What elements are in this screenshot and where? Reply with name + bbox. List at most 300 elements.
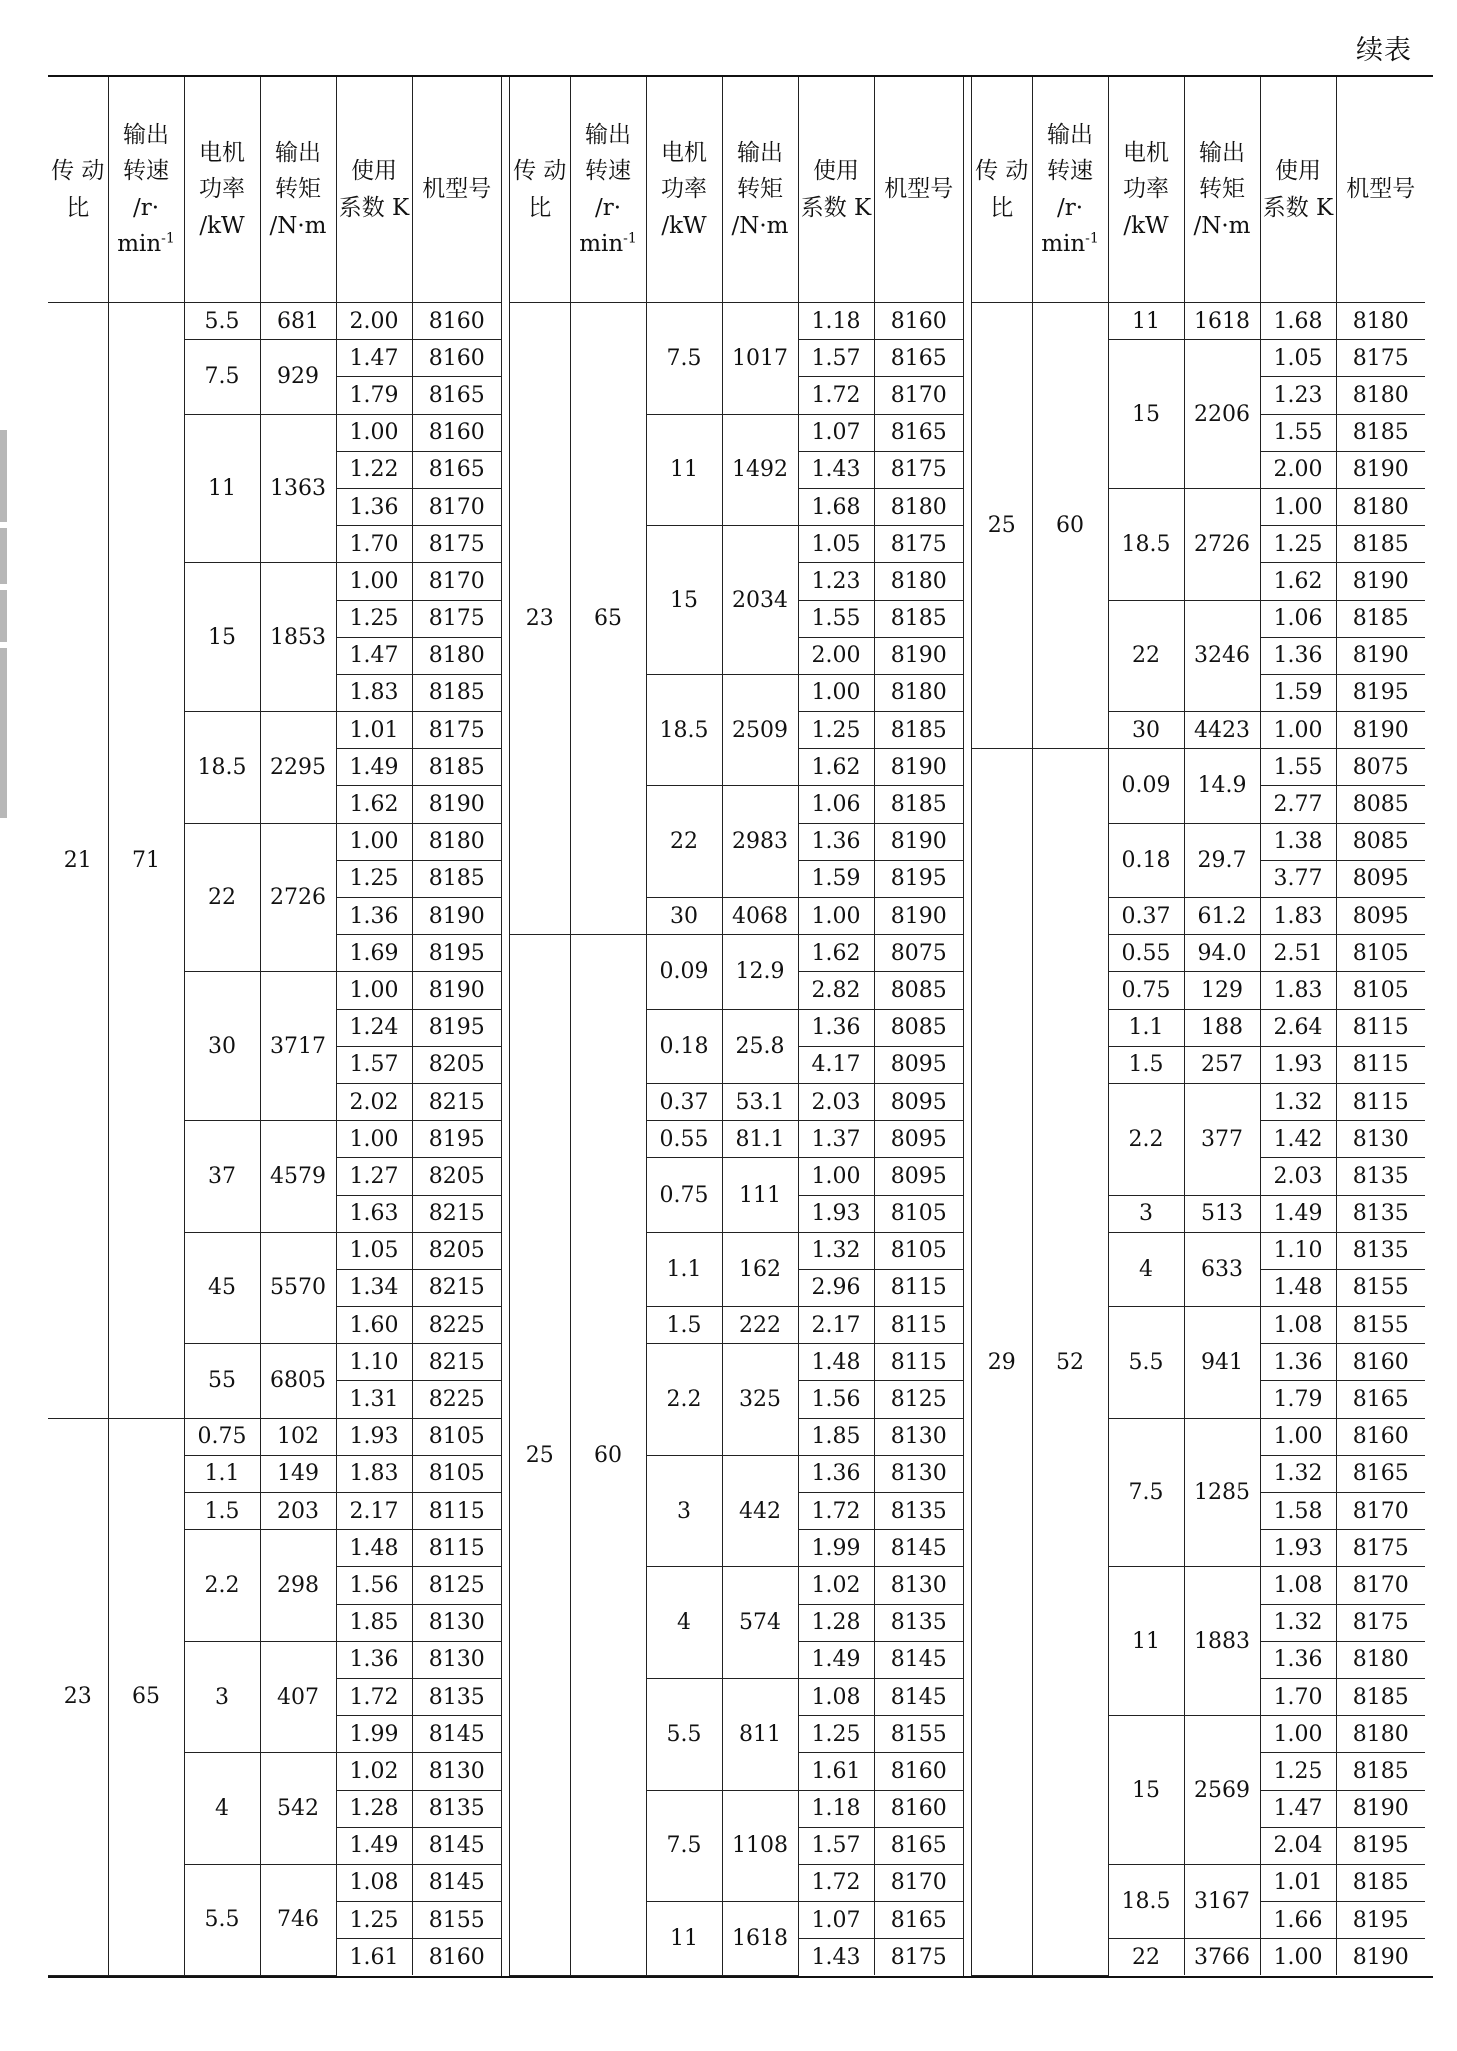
output-speed-cell: 65	[108, 1418, 184, 1975]
panel-divider	[501, 77, 510, 1976]
service-factor-cell: 1.00	[1260, 712, 1336, 749]
header-motor-power: 电机 功率 /kW	[184, 77, 260, 303]
header-model-number: 机型号	[412, 77, 501, 303]
motor-power-cell: 0.18	[646, 1009, 722, 1083]
service-factor-cell: 1.08	[336, 1864, 412, 1901]
output-torque-cell: 5570	[260, 1232, 336, 1344]
service-factor-cell: 1.05	[798, 526, 874, 563]
transmission-ratio-cell: 23	[510, 303, 570, 935]
output-speed-cell: 60	[570, 935, 646, 1976]
service-factor-cell: 1.72	[798, 377, 874, 414]
motor-power-cell: 4	[646, 1567, 722, 1679]
service-factor-cell: 1.49	[336, 749, 412, 786]
service-factor-cell: 1.83	[336, 674, 412, 711]
service-factor-cell: 1.36	[1260, 1344, 1336, 1381]
model-number-cell: 8160	[412, 414, 501, 451]
model-number-cell: 8175	[1336, 1530, 1425, 1567]
service-factor-cell: 1.62	[798, 749, 874, 786]
model-number-cell: 8190	[412, 972, 501, 1009]
model-number-cell: 8115	[1336, 1083, 1425, 1120]
model-number-cell: 8215	[412, 1269, 501, 1306]
output-torque-cell: 4579	[260, 1121, 336, 1233]
model-number-cell: 8145	[874, 1678, 963, 1715]
model-number-cell: 8185	[412, 674, 501, 711]
model-number-cell: 8155	[874, 1716, 963, 1753]
model-number-cell: 8190	[1336, 637, 1425, 674]
service-factor-cell: 2.96	[798, 1269, 874, 1306]
service-factor-cell: 1.02	[798, 1567, 874, 1604]
motor-power-cell: 30	[646, 898, 722, 935]
model-number-cell: 8190	[412, 786, 501, 823]
motor-power-cell: 22	[1108, 600, 1184, 712]
service-factor-cell: 1.06	[1260, 600, 1336, 637]
model-number-cell: 8155	[412, 1902, 501, 1939]
output-torque-cell: 442	[722, 1455, 798, 1567]
service-factor-cell: 1.79	[1260, 1381, 1336, 1418]
motor-power-cell: 7.5	[646, 303, 722, 415]
service-factor-cell: 1.85	[336, 1604, 412, 1641]
service-factor-cell: 1.25	[336, 600, 412, 637]
service-factor-cell: 1.57	[336, 1046, 412, 1083]
motor-power-cell: 0.37	[646, 1083, 722, 1120]
header-transmission-ratio: 传 动 比	[972, 77, 1032, 303]
service-factor-cell: 1.57	[798, 1827, 874, 1864]
model-number-cell: 8175	[1336, 340, 1425, 377]
output-torque-cell: 14.9	[1184, 749, 1260, 823]
service-factor-cell: 1.00	[336, 563, 412, 600]
service-factor-cell: 1.36	[336, 488, 412, 525]
output-torque-cell: 4423	[1184, 712, 1260, 749]
header-row	[972, 77, 1425, 303]
output-torque-cell: 53.1	[722, 1083, 798, 1120]
service-factor-cell: 1.83	[336, 1455, 412, 1492]
header-model-number: 机型号	[1336, 77, 1425, 303]
service-factor-cell: 2.77	[1260, 786, 1336, 823]
motor-power-cell: 5.5	[184, 303, 260, 340]
model-number-cell: 8185	[874, 712, 963, 749]
header-row	[510, 77, 963, 303]
model-number-cell: 8155	[1336, 1269, 1425, 1306]
model-number-cell: 8175	[874, 451, 963, 488]
service-factor-cell: 1.10	[336, 1344, 412, 1381]
service-factor-cell: 1.68	[1260, 303, 1336, 340]
model-number-cell: 8105	[1336, 935, 1425, 972]
service-factor-cell: 1.00	[336, 823, 412, 860]
service-factor-cell: 1.00	[1260, 1418, 1336, 1455]
model-number-cell: 8075	[874, 935, 963, 972]
service-factor-cell: 1.00	[798, 898, 874, 935]
model-number-cell: 8130	[874, 1418, 963, 1455]
model-number-cell: 8125	[874, 1381, 963, 1418]
output-torque-cell: 129	[1184, 972, 1260, 1009]
model-number-cell: 8085	[1336, 823, 1425, 860]
output-torque-cell: 94.0	[1184, 935, 1260, 972]
model-number-cell: 8185	[1336, 1864, 1425, 1901]
model-number-cell: 8165	[1336, 1455, 1425, 1492]
motor-power-cell: 45	[184, 1232, 260, 1344]
service-factor-cell: 1.36	[336, 1641, 412, 1678]
output-torque-cell: 1853	[260, 563, 336, 712]
service-factor-cell: 1.07	[798, 414, 874, 451]
service-factor-cell: 1.22	[336, 451, 412, 488]
model-number-cell: 8185	[1336, 1678, 1425, 1715]
service-factor-cell: 1.32	[1260, 1083, 1336, 1120]
header-row	[48, 77, 501, 303]
output-torque-cell: 2569	[1184, 1716, 1260, 1865]
motor-power-cell: 4	[184, 1753, 260, 1865]
service-factor-cell: 1.99	[798, 1530, 874, 1567]
model-number-cell: 8185	[874, 600, 963, 637]
service-factor-cell: 1.00	[336, 1121, 412, 1158]
motor-power-cell: 18.5	[1108, 488, 1184, 600]
model-number-cell: 8095	[874, 1158, 963, 1195]
service-factor-cell: 1.31	[336, 1381, 412, 1418]
output-torque-cell: 1883	[1184, 1567, 1260, 1716]
motor-power-cell: 22	[646, 786, 722, 898]
output-torque-cell: 941	[1184, 1307, 1260, 1419]
model-number-cell: 8205	[412, 1158, 501, 1195]
output-torque-cell: 811	[722, 1678, 798, 1790]
service-factor-cell: 2.64	[1260, 1009, 1336, 1046]
output-torque-cell: 3766	[1184, 1939, 1260, 1976]
model-number-cell: 8130	[1336, 1121, 1425, 1158]
output-torque-cell: 407	[260, 1641, 336, 1753]
output-torque-cell: 929	[260, 340, 336, 414]
model-number-cell: 8185	[1336, 600, 1425, 637]
model-number-cell: 8170	[1336, 1567, 1425, 1604]
service-factor-cell: 1.83	[1260, 898, 1336, 935]
model-number-cell: 8085	[874, 1009, 963, 1046]
model-number-cell: 8195	[412, 1009, 501, 1046]
header-model-number: 机型号	[874, 77, 963, 303]
service-factor-cell: 1.60	[336, 1307, 412, 1344]
output-torque-cell: 681	[260, 303, 336, 340]
model-number-cell: 8155	[1336, 1307, 1425, 1344]
model-number-cell: 8145	[874, 1530, 963, 1567]
model-number-cell: 8105	[412, 1455, 501, 1492]
output-speed-cell: 71	[108, 303, 184, 1419]
model-number-cell: 8195	[1336, 1827, 1425, 1864]
service-factor-cell: 1.62	[1260, 563, 1336, 600]
model-number-cell: 8085	[1336, 786, 1425, 823]
service-factor-cell: 1.02	[336, 1753, 412, 1790]
model-number-cell: 8180	[874, 488, 963, 525]
output-torque-cell: 1492	[722, 414, 798, 526]
motor-power-cell: 55	[184, 1344, 260, 1418]
motor-power-cell: 5.5	[1108, 1307, 1184, 1419]
model-number-cell: 8205	[412, 1232, 501, 1269]
model-number-cell: 8180	[1336, 303, 1425, 340]
model-number-cell: 8195	[412, 1121, 501, 1158]
motor-power-cell: 0.55	[1108, 935, 1184, 972]
service-factor-cell: 1.70	[336, 526, 412, 563]
service-factor-cell: 1.79	[336, 377, 412, 414]
service-factor-cell: 1.62	[798, 935, 874, 972]
service-factor-cell: 1.25	[798, 712, 874, 749]
service-factor-cell: 1.99	[336, 1716, 412, 1753]
motor-power-cell: 15	[184, 563, 260, 712]
service-factor-cell: 1.49	[1260, 1195, 1336, 1232]
service-factor-cell: 1.72	[336, 1678, 412, 1715]
output-torque-cell: 4068	[722, 898, 798, 935]
model-number-cell: 8135	[412, 1790, 501, 1827]
service-factor-cell: 1.08	[1260, 1567, 1336, 1604]
service-factor-cell: 1.01	[336, 712, 412, 749]
model-number-cell: 8190	[1336, 712, 1425, 749]
service-factor-cell: 1.55	[1260, 749, 1336, 786]
model-number-cell: 8190	[1336, 563, 1425, 600]
motor-power-cell: 22	[184, 823, 260, 972]
service-factor-cell: 1.69	[336, 935, 412, 972]
transmission-ratio-cell: 21	[48, 303, 108, 1419]
model-number-cell: 8165	[874, 1902, 963, 1939]
header-service-factor: 使用 系数 K	[798, 77, 874, 303]
output-torque-cell: 1618	[722, 1902, 798, 1976]
model-number-cell: 8185	[1336, 1753, 1425, 1790]
model-number-cell: 8190	[1336, 1790, 1425, 1827]
output-torque-cell: 633	[1184, 1232, 1260, 1306]
service-factor-cell: 1.36	[1260, 1641, 1336, 1678]
motor-power-cell: 11	[646, 1902, 722, 1976]
model-number-cell: 8180	[412, 823, 501, 860]
model-number-cell: 8225	[412, 1381, 501, 1418]
service-factor-cell: 2.00	[1260, 451, 1336, 488]
service-factor-cell: 1.93	[1260, 1530, 1336, 1567]
output-torque-cell: 1285	[1184, 1418, 1260, 1567]
motor-power-cell: 5.5	[184, 1864, 260, 1975]
model-number-cell: 8165	[412, 451, 501, 488]
service-factor-cell: 1.00	[1260, 488, 1336, 525]
table-panels	[48, 77, 1433, 1976]
motor-power-cell: 37	[184, 1121, 260, 1233]
header-service-factor: 使用 系数 K	[1260, 77, 1336, 303]
output-torque-cell: 6805	[260, 1344, 336, 1418]
model-number-cell: 8175	[874, 526, 963, 563]
output-torque-cell: 746	[260, 1864, 336, 1975]
motor-power-cell: 3	[646, 1455, 722, 1567]
output-torque-cell: 25.8	[722, 1009, 798, 1083]
service-factor-cell: 1.36	[336, 898, 412, 935]
model-number-cell: 8160	[412, 303, 501, 340]
transmission-ratio-cell: 25	[972, 303, 1032, 749]
model-number-cell: 8095	[1336, 898, 1425, 935]
output-torque-cell: 61.2	[1184, 898, 1260, 935]
output-torque-cell: 2509	[722, 674, 798, 786]
service-factor-cell: 1.56	[336, 1567, 412, 1604]
model-number-cell: 8170	[412, 563, 501, 600]
service-factor-cell: 1.47	[1260, 1790, 1336, 1827]
service-factor-cell: 1.25	[336, 860, 412, 897]
model-number-cell: 8190	[874, 823, 963, 860]
service-factor-cell: 4.17	[798, 1046, 874, 1083]
table-panel-1	[48, 77, 501, 1976]
motor-power-cell: 3	[1108, 1195, 1184, 1232]
model-number-cell: 8115	[1336, 1046, 1425, 1083]
service-factor-cell: 1.70	[1260, 1678, 1336, 1715]
motor-power-cell: 1.1	[184, 1455, 260, 1492]
output-torque-cell: 1108	[722, 1790, 798, 1902]
service-factor-cell: 1.93	[336, 1418, 412, 1455]
output-torque-cell: 2295	[260, 712, 336, 824]
model-number-cell: 8225	[412, 1307, 501, 1344]
model-number-cell: 8105	[874, 1232, 963, 1269]
spec-table	[48, 75, 1433, 1978]
service-factor-cell: 2.17	[336, 1493, 412, 1530]
model-number-cell: 8145	[412, 1716, 501, 1753]
model-number-cell: 8115	[874, 1344, 963, 1381]
motor-power-cell: 2.2	[1108, 1083, 1184, 1195]
header-output-torque: 输出 转矩 /N·m	[260, 77, 336, 303]
model-number-cell: 8165	[1336, 1381, 1425, 1418]
motor-power-cell: 0.09	[646, 935, 722, 1009]
service-factor-cell: 1.00	[798, 1158, 874, 1195]
output-torque-cell: 542	[260, 1753, 336, 1865]
service-factor-cell: 1.61	[798, 1753, 874, 1790]
motor-power-cell: 7.5	[1108, 1418, 1184, 1567]
service-factor-cell: 1.47	[336, 340, 412, 377]
output-speed-cell: 52	[1032, 749, 1108, 1976]
service-factor-cell: 2.51	[1260, 935, 1336, 972]
output-torque-cell: 203	[260, 1493, 336, 1530]
output-torque-cell: 102	[260, 1418, 336, 1455]
transmission-ratio-cell: 23	[48, 1418, 108, 1975]
transmission-ratio-cell: 25	[510, 935, 570, 1976]
model-number-cell: 8130	[874, 1455, 963, 1492]
model-number-cell: 8095	[1336, 860, 1425, 897]
service-factor-cell: 1.36	[1260, 637, 1336, 674]
model-number-cell: 8185	[1336, 526, 1425, 563]
output-torque-cell: 574	[722, 1567, 798, 1679]
motor-power-cell: 1.1	[646, 1232, 722, 1306]
service-factor-cell: 1.37	[798, 1121, 874, 1158]
motor-power-cell: 2.2	[184, 1530, 260, 1642]
service-factor-cell: 1.23	[1260, 377, 1336, 414]
service-factor-cell: 1.00	[336, 414, 412, 451]
service-factor-cell: 1.55	[798, 600, 874, 637]
model-number-cell: 8135	[1336, 1232, 1425, 1269]
model-number-cell: 8180	[874, 674, 963, 711]
output-speed-cell: 65	[570, 303, 646, 935]
model-number-cell: 8125	[412, 1567, 501, 1604]
service-factor-cell: 2.02	[336, 1083, 412, 1120]
service-factor-cell: 2.03	[1260, 1158, 1336, 1195]
header-transmission-ratio: 传 动 比	[48, 77, 108, 303]
service-factor-cell: 1.48	[1260, 1269, 1336, 1306]
motor-power-cell: 18.5	[184, 712, 260, 824]
model-number-cell: 8195	[874, 860, 963, 897]
service-factor-cell: 1.43	[798, 451, 874, 488]
model-number-cell: 8145	[874, 1641, 963, 1678]
service-factor-cell: 1.58	[1260, 1493, 1336, 1530]
service-factor-cell: 2.04	[1260, 1827, 1336, 1864]
model-number-cell: 8145	[412, 1827, 501, 1864]
model-number-cell: 8190	[1336, 1939, 1425, 1976]
model-number-cell: 8190	[412, 898, 501, 935]
service-factor-cell: 1.32	[1260, 1455, 1336, 1492]
service-factor-cell: 1.08	[798, 1678, 874, 1715]
output-torque-cell: 2206	[1184, 340, 1260, 489]
model-number-cell: 8160	[412, 1939, 501, 1976]
output-torque-cell: 298	[260, 1530, 336, 1642]
model-number-cell: 8175	[412, 600, 501, 637]
service-factor-cell: 2.82	[798, 972, 874, 1009]
motor-power-cell: 0.75	[184, 1418, 260, 1455]
service-factor-cell: 1.05	[336, 1232, 412, 1269]
output-torque-cell: 513	[1184, 1195, 1260, 1232]
model-number-cell: 8180	[1336, 488, 1425, 525]
service-factor-cell: 1.56	[798, 1381, 874, 1418]
model-number-cell: 8165	[874, 414, 963, 451]
model-number-cell: 8160	[874, 303, 963, 340]
motor-power-cell: 2.2	[646, 1344, 722, 1456]
scan-margin-mark	[0, 430, 7, 820]
model-number-cell: 8165	[412, 377, 501, 414]
model-number-cell: 8115	[874, 1307, 963, 1344]
service-factor-cell: 1.43	[798, 1939, 874, 1976]
model-number-cell: 8135	[412, 1678, 501, 1715]
model-number-cell: 8175	[412, 712, 501, 749]
service-factor-cell: 1.00	[1260, 1939, 1336, 1976]
model-number-cell: 8215	[412, 1083, 501, 1120]
header-output-speed: 输出 转速 /r· $\min^{-1}$	[108, 77, 184, 303]
output-torque-cell: 2726	[1184, 488, 1260, 600]
table-row	[48, 303, 501, 340]
model-number-cell: 8145	[412, 1864, 501, 1901]
model-number-cell: 8190	[874, 749, 963, 786]
model-number-cell: 8190	[874, 637, 963, 674]
model-number-cell: 8170	[874, 1864, 963, 1901]
motor-power-cell: 1.5	[646, 1307, 722, 1344]
service-factor-cell: 1.38	[1260, 823, 1336, 860]
model-number-cell: 8085	[874, 972, 963, 1009]
output-torque-cell: 3167	[1184, 1864, 1260, 1938]
model-number-cell: 8115	[412, 1493, 501, 1530]
service-factor-cell: 1.48	[336, 1530, 412, 1567]
output-torque-cell: 29.7	[1184, 823, 1260, 897]
output-torque-cell: 325	[722, 1344, 798, 1456]
motor-power-cell: 0.75	[1108, 972, 1184, 1009]
service-factor-cell: 1.62	[336, 786, 412, 823]
output-torque-cell: 12.9	[722, 935, 798, 1009]
motor-power-cell: 15	[1108, 340, 1184, 489]
service-factor-cell: 1.49	[336, 1827, 412, 1864]
service-factor-cell: 2.00	[336, 303, 412, 340]
output-torque-cell: 2726	[260, 823, 336, 972]
output-torque-cell: 257	[1184, 1046, 1260, 1083]
output-torque-cell: 1363	[260, 414, 336, 563]
motor-power-cell: 11	[1108, 303, 1184, 340]
motor-power-cell: 30	[1108, 712, 1184, 749]
continued-table-caption: 续表	[1356, 35, 1412, 66]
model-number-cell: 8135	[874, 1493, 963, 1530]
model-number-cell: 8190	[1336, 451, 1425, 488]
header-output-torque: 输出 转矩 /N·m	[722, 77, 798, 303]
model-number-cell: 8135	[1336, 1158, 1425, 1195]
service-factor-cell: 1.10	[1260, 1232, 1336, 1269]
model-number-cell: 8170	[1336, 1493, 1425, 1530]
model-number-cell: 8115	[1336, 1009, 1425, 1046]
model-number-cell: 8185	[412, 860, 501, 897]
model-number-cell: 8180	[412, 637, 501, 674]
transmission-ratio-cell: 29	[972, 749, 1032, 1976]
service-factor-cell: 1.25	[798, 1716, 874, 1753]
motor-power-cell: 11	[646, 414, 722, 526]
model-number-cell: 8115	[874, 1269, 963, 1306]
service-factor-cell: 1.42	[1260, 1121, 1336, 1158]
output-torque-cell: 81.1	[722, 1121, 798, 1158]
header-motor-power: 电机 功率 /kW	[1108, 77, 1184, 303]
service-factor-cell: 1.23	[798, 563, 874, 600]
